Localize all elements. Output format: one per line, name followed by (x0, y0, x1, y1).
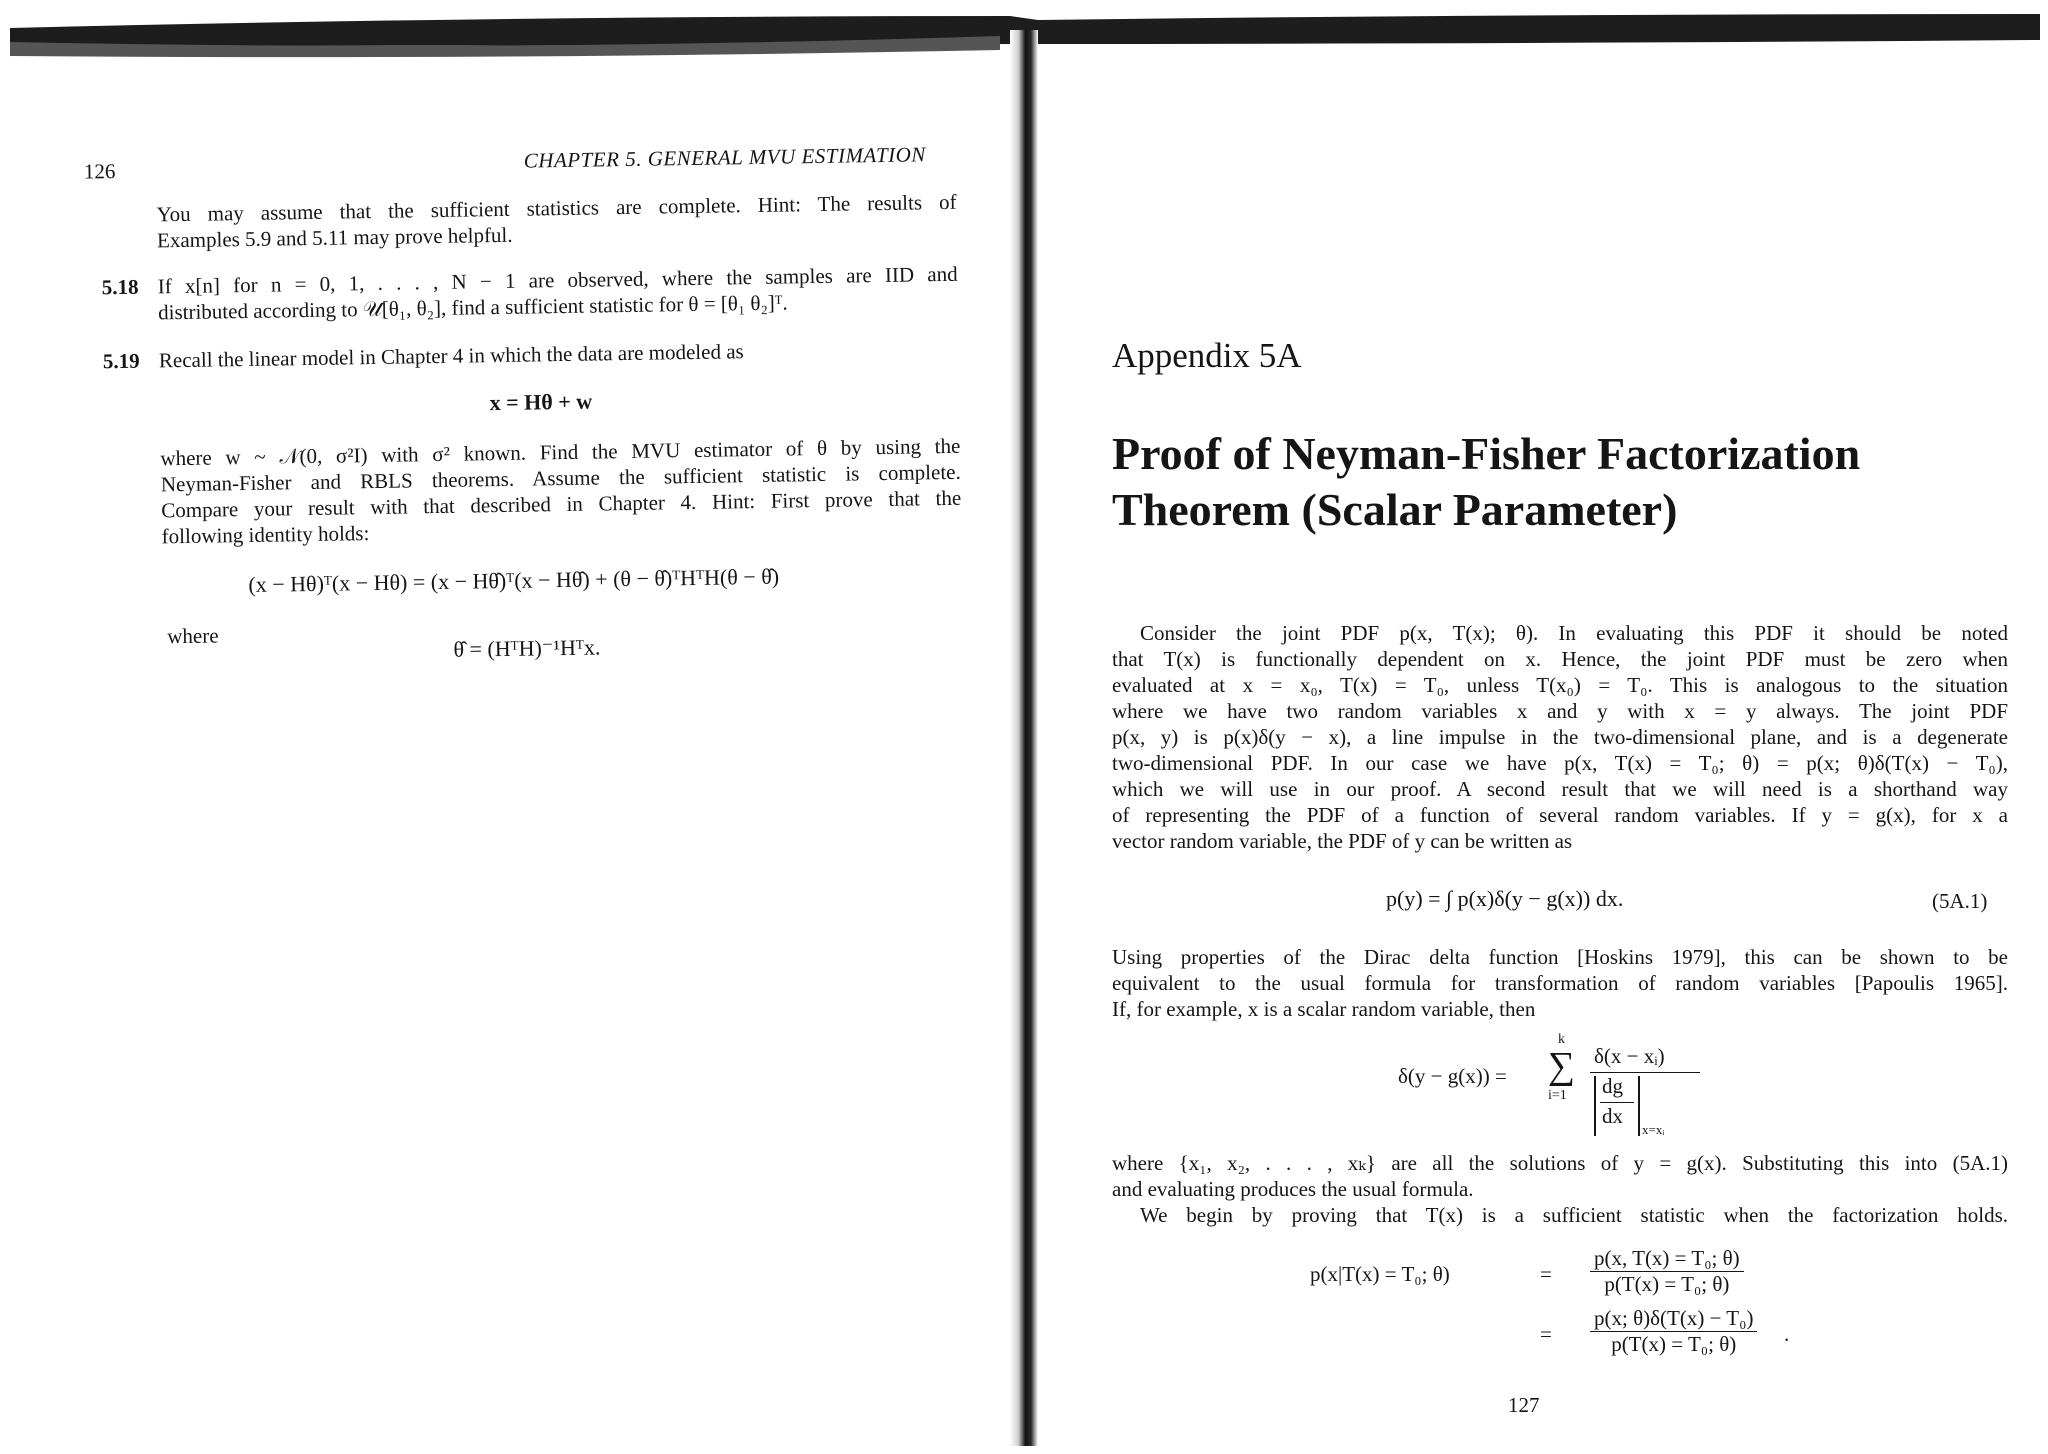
problem-5-19-line-3: Neyman-Fisher and RBLS theorems. Assume the sufficient statistic is complete. (160, 459, 961, 497)
paragraph-2 (1112, 944, 2008, 1022)
intro-line-2: Examples 5.9 and 5.11 may prove helpful. (156, 222, 513, 253)
paragraph-2-line: Using properties of the Dirac delta function [Hoskins 1979], this can be shown to be (1112, 945, 2008, 969)
paragraph-1-line: which we will use in our proof. A second result that we will need is a shorthand way (1112, 777, 2008, 801)
where-label: where (167, 623, 219, 649)
equation-equals-1: = (1540, 1262, 1552, 1286)
equation-fraction-2-denominator: p(T(x) = T₀; θ) (1611, 1332, 1737, 1356)
left-page (0, 0, 1018, 1454)
paragraph-1-line: of representing the PDF of a function of several random variables. If y = g(x), for x a (1112, 803, 2008, 827)
paragraph-2-line-last: If, for example, x is a scalar random variable, then (1112, 997, 1536, 1021)
problem-5-18-line-2: distributed according to 𝒰[θ₁, θ₂], find a sufficient statistic for θ = [θ₁ θ₂]ᵀ. (157, 290, 788, 325)
paragraph-1-line: where we have two random variables x and y with x = y always. The joint PDF (1112, 699, 2008, 723)
equation-delta-numerator: δ(x − xᵢ) (1594, 1044, 1665, 1068)
equation-conditional-lhs: p(x|T(x) = T₀; θ) (1310, 1262, 1450, 1286)
problem-5-18-number: 5.18 (101, 274, 139, 300)
problem-5-18-line-1: If x[n] for n = 0, 1, . . . , N − 1 are observed, where the samples are IID and (157, 261, 958, 299)
paragraph-1-line: that T(x) is functionally dependent on x. Hence, the joint PDF must be zero when (1112, 647, 2008, 671)
paragraph-4-line: We begin by proving that T(x) is a sufficient statistic when the factorization holds. (1140, 1203, 2008, 1227)
equation-5A1-label: (5A.1) (1932, 889, 1988, 913)
problem-5-19-line-2: where w ~ 𝒩(0, σ²I) with σ² known. Find the MVU estimator of θ by using the (160, 433, 961, 471)
equation-identity: (x − Hθ)ᵀ(x − Hθ) = (x − Hθ̂)ᵀ(x − Hθ̂) + (θ − θ̂)ᵀHᵀH(θ − θ̂) (248, 563, 780, 597)
problem-5-19-line-1: Recall the linear model in Chapter 4 in which the data are modeled as (158, 339, 744, 373)
right-page (1050, 0, 2048, 1446)
equation-delta-dx: dx (1602, 1104, 1623, 1128)
page-number-left: 126 (83, 159, 116, 184)
equation-delta-lhs: δ(y − g(x)) = (1398, 1064, 1507, 1088)
appendix-title-line-2: Theorem (Scalar Parameter) (1112, 484, 1678, 535)
page-number-right: 127 (1508, 1393, 1540, 1417)
equation-fraction-1-denominator: p(T(x) = T₀; θ) (1604, 1272, 1730, 1296)
paragraph-2-line: equivalent to the usual formula for transformation of random variables [Papoulis 1965]. (1112, 971, 2008, 995)
paragraph-1-line-last: vector random variable, the PDF of y can be written as (1112, 829, 1573, 853)
equation-delta-inner-bar (1600, 1102, 1634, 1103)
paragraph-3-line: where {x₁, x₂, . . . , xₖ} are all the solutions of y = g(x). Substituting this into (5A.1) (1112, 1151, 2008, 1175)
equation-period: . (1784, 1322, 1790, 1346)
equation-linear-model: x = Hθ + w (489, 388, 593, 416)
equation-delta-sum-lower: i=1 (1548, 1088, 1567, 1103)
problem-5-19-line-5: following identity holds: (161, 521, 370, 549)
equation-delta-dg: dg (1602, 1074, 1623, 1098)
equation-conditional-fraction-1 (1590, 1246, 1744, 1297)
problem-5-19-number: 5.19 (102, 348, 140, 374)
paragraph-1-line: evaluated at x = x₀, T(x) = T₀, unless T(x₀) = T₀. This is analogous to the situation (1112, 673, 2008, 697)
paragraph-1-line: Consider the joint PDF p(x, T(x); θ). In evaluating this PDF it should be noted (1140, 621, 2008, 645)
equation-delta-fraction-bar (1590, 1072, 1700, 1073)
equation-fraction-1-numerator: p(x, T(x) = T₀; θ) (1590, 1246, 1744, 1272)
paragraph-1 (1112, 620, 2008, 854)
intro-line-1: You may assume that the sufficient statistics are complete. Hint: The results of (156, 189, 957, 227)
equation-delta-sum-upper: k (1558, 1032, 1565, 1047)
equation-equals-2: = (1540, 1322, 1552, 1346)
equation-conditional-fraction-2 (1590, 1306, 1757, 1357)
equation-delta-eval-subscript: x=xᵢ (1642, 1122, 1665, 1137)
equation-fraction-2-numerator: p(x; θ)δ(T(x) − T₀) (1590, 1306, 1757, 1332)
paragraph-1-line: two-dimensional PDF. In our case we have p(x, T(x) = T₀; θ) = p(x; θ)δ(T(x) − T₀), (1112, 751, 2008, 775)
equation-delta-sum-symbol: ∑ (1548, 1045, 1576, 1087)
problem-5-19-line-4: Compare your result with that described in Chapter 4. Hint: First prove that the (161, 485, 962, 523)
running-header: CHAPTER 5. GENERAL MVU ESTIMATION (523, 142, 927, 173)
appendix-title-line-1: Proof of Neyman-Fisher Factorization (1112, 428, 1861, 479)
paragraph-1-line: p(x, y) is p(x)δ(y − x), a line impulse in the two-dimensional plane, and is a degenerate (1112, 725, 2008, 749)
paragraph-3-line-last: and evaluating produces the usual formula. (1112, 1177, 1474, 1201)
paragraph-3 (1112, 1150, 2008, 1228)
equation-delta-abs-right (1638, 1076, 1640, 1136)
equation-delta-abs-left (1594, 1076, 1596, 1136)
equation-theta-hat: θ̂ = (HᵀH)⁻¹Hᵀx. (453, 634, 601, 662)
appendix-label: Appendix 5A (1112, 336, 1302, 375)
equation-5A1: p(y) = ∫ p(x)δ(y − g(x)) dx. (1386, 886, 1624, 911)
